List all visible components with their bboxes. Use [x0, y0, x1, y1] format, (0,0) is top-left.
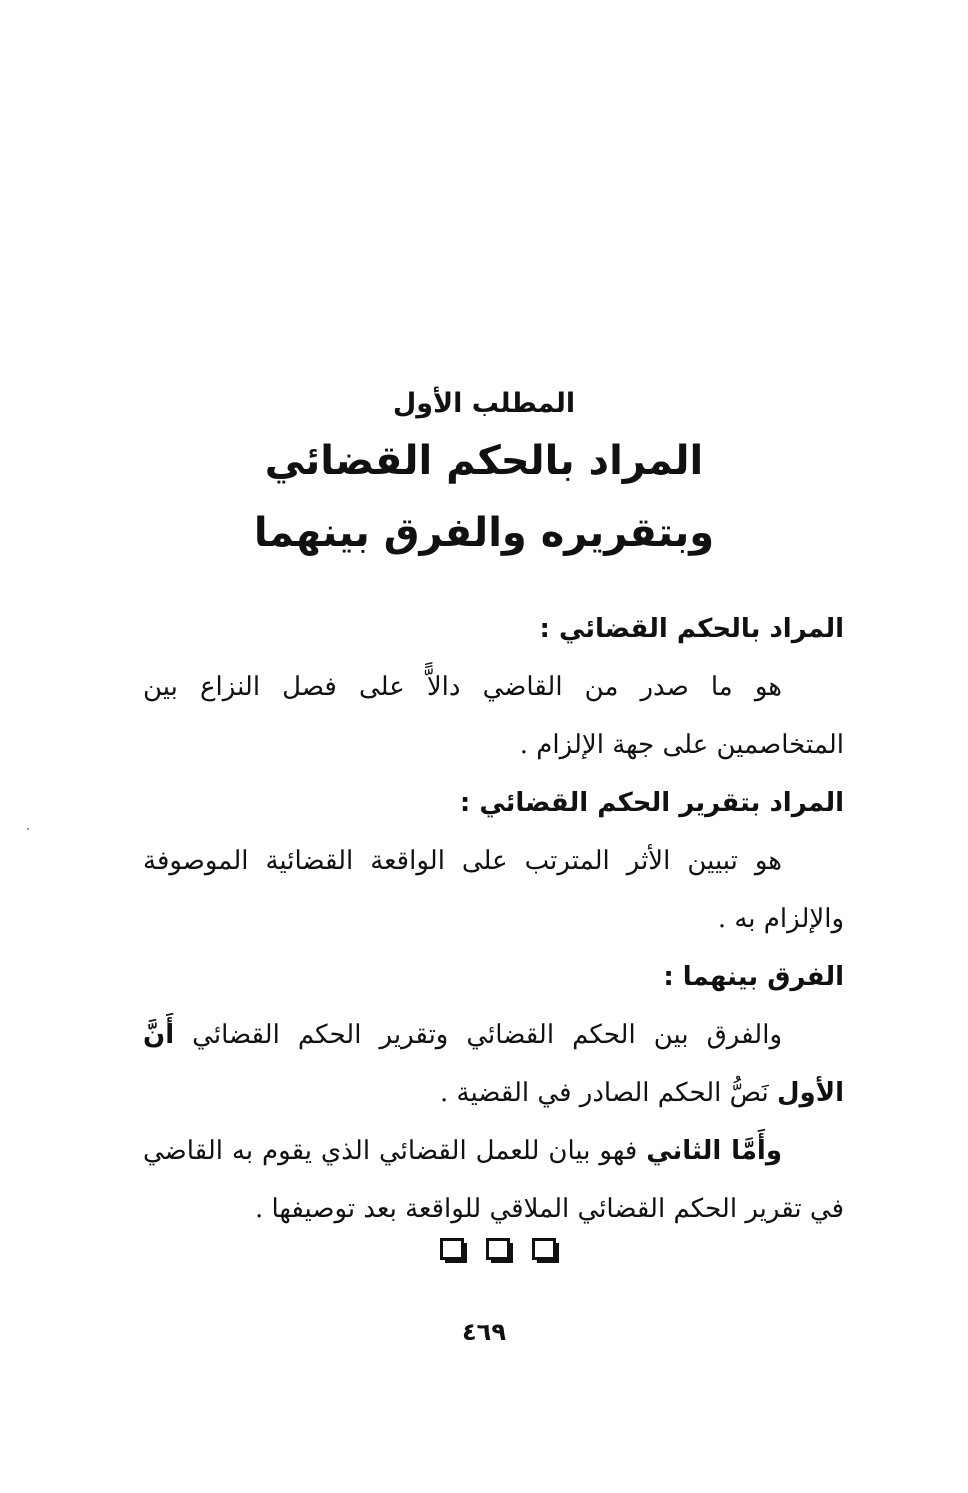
paragraph-difference-2: وأَمَّا الثاني فهو بيان للعمل القضائي الذي يقوم به القاضي في تقرير الحكم القضائي الملاقي للواقعة بعد توصيفها . — [143, 1136, 844, 1224]
section-end-marker — [440, 1238, 556, 1268]
difference-section — [143, 948, 844, 1238]
chapter-title-line-2: وبتقريره والفرق بينهما — [253, 510, 715, 556]
end-square-icon — [532, 1238, 556, 1260]
scan-speck — [27, 828, 29, 830]
heading-judgment: المراد بالحكم القضائي : — [539, 614, 844, 644]
definition-confirmation — [143, 774, 844, 948]
section-label: المطلب الأول — [392, 388, 576, 419]
paragraph-judgment: هو ما صدر من القاضي دالاًّ على فصل النزاع بين المتخاصمين على جهة الإلزام . — [143, 672, 844, 760]
paragraph-difference-1: والفرق بين الحكم القضائي وتقرير الحكم القضائي أَنَّ الأول نَصُّ الحكم الصادر في القضية . — [143, 1020, 844, 1108]
end-square-icon — [440, 1238, 464, 1260]
chapter-title-line-1: المراد بالحكم القضائي — [264, 438, 704, 484]
heading-confirmation: المراد بتقرير الحكم القضائي : — [459, 788, 844, 818]
page-number: ٤٦٩ — [462, 1318, 506, 1346]
definition-judgment — [143, 600, 844, 774]
emphasis-first: أَنَّ الأول — [143, 1020, 844, 1108]
heading-difference: الفرق بينهما : — [663, 962, 844, 992]
emphasis-second: وأَمَّا الثاني — [646, 1136, 783, 1166]
paragraph-confirmation: هو تبيين الأثر المترتب على الواقعة القضائية الموصوفة والإلزام به . — [143, 846, 844, 934]
end-square-icon — [486, 1238, 510, 1260]
